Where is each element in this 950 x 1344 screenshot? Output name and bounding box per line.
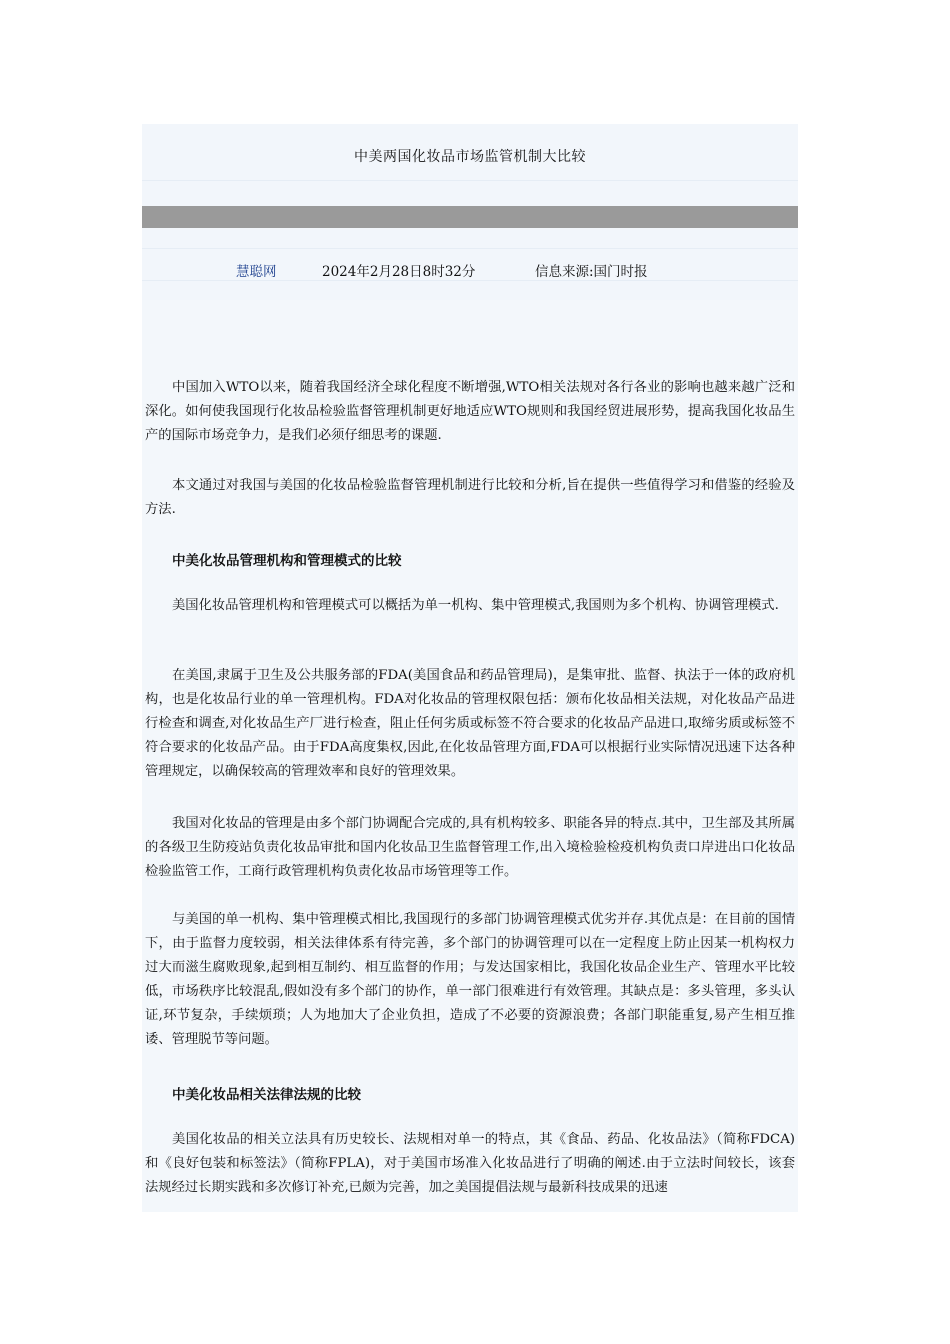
article-body: [142, 300, 798, 1212]
paragraph: 美国化妆品的相关立法具有历史较长、法规相对单一的特点，其《食品、药品、化妆品法》（简称FDCA)和《良好包装和标签法》（简称FPLA)，对于美国市场准入化妆品进行了明确的阐述.由于立法时间较长，该套法规经过长期实践和多次修订补充,已颇为完善，加之美国提倡法规与最新科技成果的迅速: [145, 1132, 795, 1195]
header-bar: [142, 206, 798, 228]
section-heading: 中美化妆品相关法律法规的比较: [172, 1087, 361, 1103]
source-label: 信息来源:国门时报: [535, 264, 648, 280]
divider: [142, 280, 798, 281]
article-header: [142, 124, 798, 300]
site-link[interactable]: 慧聪网: [236, 264, 277, 280]
paragraph: 在美国,隶属于卫生及公共服务部的FDA(美国食品和药品管理局)，是集审批、监督、执法于一体的政府机构，也是化妆品行业的单一管理机构。FDA对化妆品的管理权限包括：颁布化妆品相关法规，对化妆品产品进行检查和调查,对化妆品生产厂进行检查，阻止任何劣质或标签不符合要求的化妆品产品进口,取缔劣质或标签不符合要求的化妆品产品。由于FDA高度集权,因此,在化妆品管理方面,FDA可以根据行业实际情况迅速下达各种管理规定，以确保较高的管理效率和良好的管理效果。: [145, 668, 795, 779]
paragraph: 本文通过对我国与美国的化妆品检验监督管理机制进行比较和分析,旨在提供一些值得学习和借鉴的经验及方法.: [145, 478, 795, 517]
publish-datetime: 2024年2月28日8时32分: [322, 264, 476, 280]
paragraph: 美国化妆品管理机构和管理模式可以概括为单一机构、集中管理模式,我国则为多个机构、协调管理模式.: [172, 598, 779, 613]
divider: [142, 248, 798, 249]
paragraph: 与美国的单一机构、集中管理模式相比,我国现行的多部门协调管理模式优劣并存.其优点是：在目前的国情下，由于监督力度较弱，相关法律体系有待完善，多个部门的协调管理可以在一定程度上防止因某一机构权力过大而滋生腐败现象,起到相互制约、相互监督的作用；与发达国家相比，我国化妆品企业生产、管理水平比较低，市场秩序比较混乱,假如没有多个部门的协作，单一部门很难进行有效管理。其缺点是：多头管理，多头认证,环节复杂，手续烦琐；人为地加大了企业负担，造成了不必要的资源浪费；各部门职能重复,易产生相互推诿、管理脱节等问题。: [145, 912, 795, 1047]
article-title: 中美两国化妆品市场监管机制大比较: [354, 149, 586, 165]
section-heading: 中美化妆品管理机构和管理模式的比较: [172, 553, 402, 569]
paragraph: 中国加入WTO以来，随着我国经济全球化程度不断增强,WTO相关法规对各行各业的影响也越来越广泛和深化。如何使我国现行化妆品检验监督管理机制更好地适应WTO规则和我国经贸进展形势，提高我国化妆品生产的国际市场竞争力，是我们必须仔细思考的课题.: [145, 380, 795, 443]
paragraph: 我国对化妆品的管理是由多个部门协调配合完成的,具有机构较多、职能各异的特点.其中，卫生部及其所属的各级卫生防疫站负责化妆品审批和国内化妆品卫生监督管理工作,出入境检验检疫机构负责口岸进出口化妆品检验监管工作，工商行政管理机构负责化妆品市场管理等工作。: [145, 816, 795, 879]
divider: [142, 180, 798, 181]
